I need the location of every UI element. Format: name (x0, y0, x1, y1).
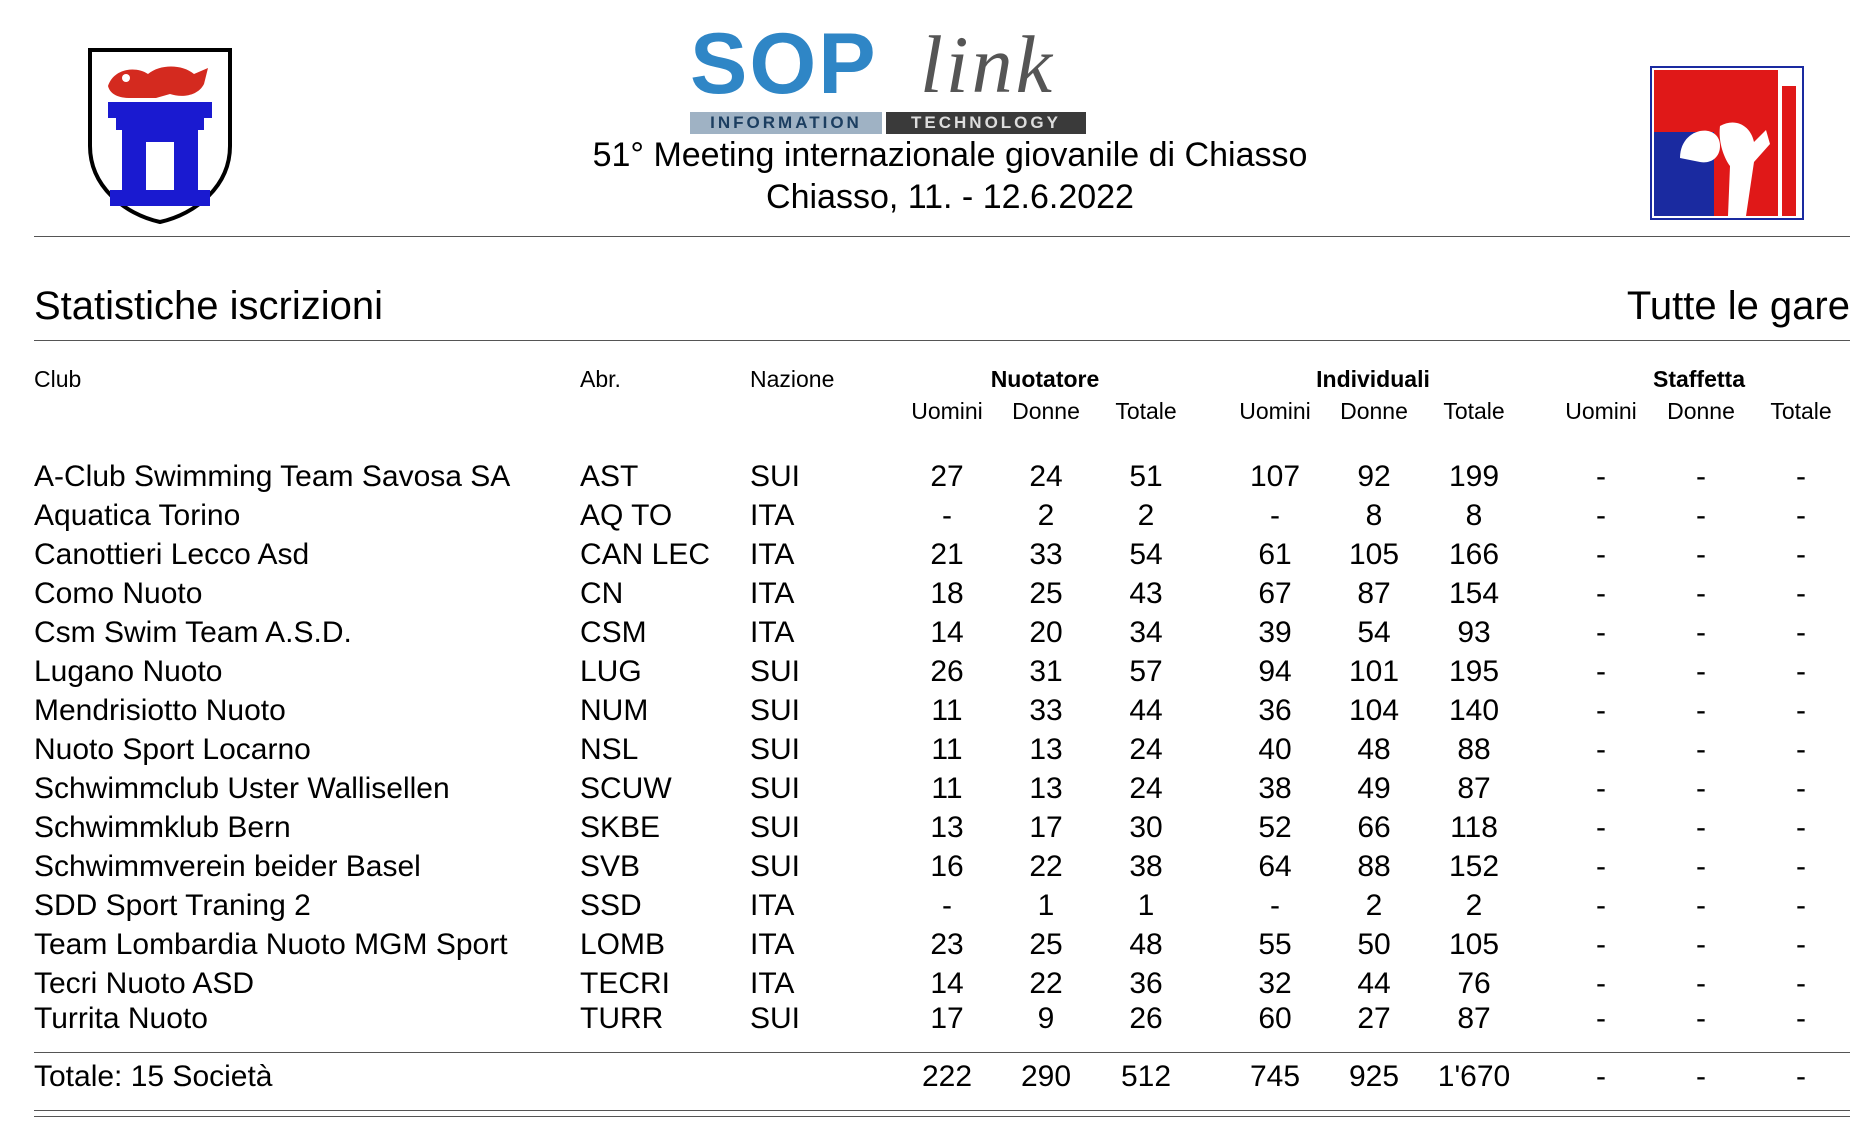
cell-swimmers-total: 51 (1129, 460, 1163, 493)
cell-relay-men: - (1596, 694, 1606, 727)
soplink-logo-band (690, 112, 1086, 134)
cell-individual-women: 105 (1348, 538, 1400, 571)
cell-relay-men: - (1596, 499, 1606, 532)
subheader-women: Donne (1012, 398, 1080, 424)
cell-swimmers-men: 11 (931, 772, 963, 805)
cell-relay-total: - (1796, 928, 1806, 961)
cell-swimmers-women: 13 (1029, 733, 1063, 766)
cell-club: A-Club Swimming Team Savosa SA (34, 460, 511, 493)
table-row (0, 967, 1868, 1007)
cell-individual-women: 44 (1357, 967, 1391, 1000)
cell-relay-women: - (1696, 889, 1706, 922)
cell-nation: SUI (750, 811, 801, 844)
cell-relay-women: - (1696, 577, 1706, 610)
cell-swimmers-men: 26 (930, 655, 964, 688)
cell-relay-men: - (1596, 850, 1606, 883)
cell-club: Schwimmclub Uster Wallisellen (34, 772, 450, 805)
cell-relay-total: - (1796, 655, 1806, 688)
cell-individual-total: 154 (1448, 577, 1500, 610)
cell-swimmers-total: 57 (1129, 655, 1163, 688)
cell-relay-women: - (1696, 694, 1706, 727)
subheader-total: Totale (1770, 398, 1832, 424)
cell-swimmers-men: 14 (930, 616, 964, 649)
cell-relay-total: - (1796, 811, 1806, 844)
cell-club: Canottieri Lecco Asd (34, 538, 310, 571)
section-title: Statistiche iscrizioni (34, 284, 384, 328)
cell-nation: SUI (750, 772, 801, 805)
cell-nation: ITA (750, 499, 795, 532)
cell-abbr: TURR (580, 1002, 664, 1035)
cell-individual-total: 152 (1448, 850, 1500, 883)
cell-relay-men: - (1596, 889, 1606, 922)
cell-swimmers-women: 17 (1029, 811, 1063, 844)
header-divider (34, 236, 1850, 237)
table-row (0, 577, 1868, 617)
table-row (0, 499, 1868, 539)
cell-swimmers-total: 38 (1129, 850, 1163, 883)
cell-abbr: LUG (580, 655, 642, 688)
cell-individual-total: 87 (1457, 1002, 1491, 1035)
cell-abbr: LOMB (580, 928, 666, 961)
cell-relay-total: - (1796, 850, 1806, 883)
total-label: Totale: 15 Società (34, 1060, 273, 1093)
table-row (0, 655, 1868, 695)
subheader-women: Donne (1667, 398, 1735, 424)
cell-relay-total: - (1796, 1002, 1806, 1035)
cell-relay-men: - (1596, 1002, 1606, 1035)
cell-individual-men: 67 (1258, 577, 1292, 610)
cell-individual-women: 66 (1357, 811, 1391, 844)
cell-swimmers-total: 24 (1129, 733, 1163, 766)
cell-relay-men: - (1596, 538, 1606, 571)
cell-individual-women: 2 (1365, 889, 1383, 922)
total-swimmers-total: 512 (1120, 1060, 1172, 1093)
table-row (0, 811, 1868, 851)
cell-swimmers-men: - (942, 889, 952, 922)
cell-swimmers-women: 22 (1029, 850, 1063, 883)
total-divider (34, 1052, 1850, 1053)
soplink-logo-word: SOP (690, 16, 878, 112)
cell-relay-women: - (1696, 499, 1706, 532)
soplink-logo-band-right: TECHNOLOGY (886, 112, 1086, 134)
cell-relay-total: - (1796, 967, 1806, 1000)
cell-individual-men: 61 (1258, 538, 1292, 571)
cell-swimmers-total: 34 (1129, 616, 1163, 649)
cell-swimmers-women: 22 (1029, 967, 1063, 1000)
cell-swimmers-women: 2 (1037, 499, 1055, 532)
cell-relay-total: - (1796, 460, 1806, 493)
cell-abbr: AQ TO (580, 499, 673, 532)
cell-individual-total: 87 (1457, 772, 1491, 805)
total-individual-total: 1'670 (1437, 1060, 1511, 1093)
table-row (0, 538, 1868, 578)
section-scope: Tutte le gare (1626, 284, 1850, 328)
cell-club: Tecri Nuoto ASD (34, 967, 255, 1000)
cell-swimmers-women: 1 (1037, 889, 1055, 922)
total-individual-men: 745 (1249, 1060, 1301, 1093)
cell-individual-women: 104 (1348, 694, 1400, 727)
cell-relay-total: - (1796, 889, 1806, 922)
cell-individual-women: 101 (1348, 655, 1400, 688)
cell-relay-women: - (1696, 967, 1706, 1000)
cell-individual-total: 2 (1465, 889, 1483, 922)
cell-individual-men: 36 (1258, 694, 1292, 727)
cell-abbr: NSL (580, 733, 639, 766)
cell-club: Aquatica Torino (34, 499, 241, 532)
cell-individual-total: 140 (1448, 694, 1500, 727)
cell-swimmers-total: 48 (1129, 928, 1163, 961)
meeting-title: 51° Meeting internazionale giovanile di Chiasso (592, 136, 1308, 174)
cell-relay-women: - (1696, 538, 1706, 571)
total-swimmers-men: 222 (921, 1060, 973, 1093)
table-row (0, 460, 1868, 500)
cell-nation: ITA (750, 577, 795, 610)
cell-swimmers-men: 11 (931, 733, 963, 766)
cell-swimmers-women: 24 (1029, 460, 1063, 493)
cell-individual-total: 118 (1450, 811, 1498, 844)
cell-relay-total: - (1796, 499, 1806, 532)
cell-relay-men: - (1596, 811, 1606, 844)
cell-individual-women: 27 (1357, 1002, 1391, 1035)
soplink-logo-band-left: INFORMATION (690, 112, 882, 134)
cell-individual-total: 93 (1457, 616, 1491, 649)
cell-individual-men: 39 (1258, 616, 1292, 649)
cell-individual-total: 76 (1457, 967, 1491, 1000)
table-row (0, 772, 1868, 812)
swim-club-logo (1650, 66, 1804, 220)
cell-individual-women: 54 (1357, 616, 1391, 649)
cell-nation: SUI (750, 733, 801, 766)
cell-individual-total: 195 (1448, 655, 1500, 688)
cell-relay-men: - (1596, 733, 1606, 766)
cell-abbr: SCUW (580, 772, 672, 805)
cell-individual-women: 49 (1357, 772, 1391, 805)
cell-abbr: CSM (580, 616, 647, 649)
cell-swimmers-men: 11 (931, 694, 963, 727)
cell-swimmers-men: 23 (930, 928, 964, 961)
cell-swimmers-women: 33 (1029, 694, 1063, 727)
total-relay-men: - (1596, 1060, 1606, 1093)
subheader-total: Totale (1443, 398, 1505, 424)
cell-abbr: SSD (580, 889, 642, 922)
cell-individual-women: 50 (1357, 928, 1391, 961)
total-relay-total: - (1796, 1060, 1806, 1093)
footer-divider (34, 1110, 1850, 1111)
table-row (0, 850, 1868, 890)
cell-swimmers-total: 43 (1129, 577, 1163, 610)
cell-abbr: CN (580, 577, 624, 610)
cell-individual-men: 60 (1258, 1002, 1292, 1035)
cell-individual-total: 166 (1448, 538, 1500, 571)
total-relay-women: - (1696, 1060, 1706, 1093)
cell-individual-men: 107 (1249, 460, 1301, 493)
cell-swimmers-men: 16 (930, 850, 964, 883)
cell-individual-total: 105 (1448, 928, 1500, 961)
cell-individual-men: 38 (1258, 772, 1292, 805)
cell-relay-total: - (1796, 772, 1806, 805)
subheader-total: Totale (1115, 398, 1177, 424)
cell-nation: SUI (750, 1002, 801, 1035)
cell-individual-women: 88 (1357, 850, 1391, 883)
cell-relay-men: - (1596, 616, 1606, 649)
cell-club: Schwimmverein beider Basel (34, 850, 421, 883)
cell-individual-total: 199 (1448, 460, 1500, 493)
cell-swimmers-total: 24 (1129, 772, 1163, 805)
cell-swimmers-men: 13 (930, 811, 964, 844)
cell-nation: ITA (750, 889, 795, 922)
chiasso-coat-of-arms (86, 46, 234, 226)
cell-swimmers-total: 2 (1137, 499, 1155, 532)
column-header-club: Club (34, 366, 82, 392)
cell-abbr: SVB (580, 850, 641, 883)
cell-relay-women: - (1696, 811, 1706, 844)
footer-divider (34, 1116, 1850, 1117)
cell-swimmers-total: 30 (1129, 811, 1163, 844)
cell-swimmers-men: 14 (930, 967, 964, 1000)
cell-relay-total: - (1796, 538, 1806, 571)
cell-relay-women: - (1696, 1002, 1706, 1035)
cell-club: Team Lombardia Nuoto MGM Sport (34, 928, 508, 961)
table-row (0, 733, 1868, 773)
cell-relay-men: - (1596, 928, 1606, 961)
cell-nation: SUI (750, 655, 801, 688)
cell-club: Turrita Nuoto (34, 1002, 208, 1035)
cell-club: Nuoto Sport Locarno (34, 733, 311, 766)
cell-swimmers-women: 13 (1029, 772, 1063, 805)
cell-relay-men: - (1596, 655, 1606, 688)
cell-relay-women: - (1696, 460, 1706, 493)
cell-individual-women: 48 (1357, 733, 1391, 766)
cell-individual-men: 55 (1258, 928, 1292, 961)
total-swimmers-women: 290 (1020, 1060, 1072, 1093)
cell-individual-men: 32 (1258, 967, 1292, 1000)
cell-swimmers-men: 27 (930, 460, 964, 493)
cell-relay-women: - (1696, 616, 1706, 649)
cell-swimmers-women: 20 (1029, 616, 1063, 649)
subheader-men: Uomini (1565, 398, 1637, 424)
cell-relay-total: - (1796, 733, 1806, 766)
cell-swimmers-men: 17 (930, 1002, 964, 1035)
cell-nation: SUI (750, 694, 801, 727)
table-row (0, 1002, 1868, 1042)
table-row (0, 889, 1868, 929)
cell-swimmers-total: 1 (1137, 889, 1155, 922)
column-header-abbr: Abr. (580, 366, 621, 392)
cell-individual-men: - (1270, 889, 1280, 922)
cell-individual-total: 8 (1465, 499, 1483, 532)
cell-individual-men: 94 (1258, 655, 1292, 688)
subheader-men: Uomini (911, 398, 983, 424)
cell-nation: ITA (750, 616, 795, 649)
cell-swimmers-total: 36 (1129, 967, 1163, 1000)
cell-swimmers-women: 9 (1037, 1002, 1055, 1035)
table-row (0, 616, 1868, 656)
cell-nation: ITA (750, 967, 795, 1000)
group-header-swimmers: Nuotatore (990, 366, 1100, 392)
cell-relay-men: - (1596, 577, 1606, 610)
soplink-logo-script: link (920, 19, 1055, 110)
cell-swimmers-women: 25 (1029, 577, 1063, 610)
cell-nation: SUI (750, 460, 801, 493)
cell-individual-women: 87 (1357, 577, 1391, 610)
cell-abbr: TECRI (580, 967, 670, 1000)
cell-relay-men: - (1596, 460, 1606, 493)
cell-club: SDD Sport Traning 2 (34, 889, 311, 922)
group-header-individual: Individuali (1316, 366, 1430, 392)
section-divider (34, 340, 1850, 341)
cell-relay-women: - (1696, 655, 1706, 688)
cell-individual-men: 52 (1258, 811, 1292, 844)
total-individual-women: 925 (1348, 1060, 1400, 1093)
cell-swimmers-women: 25 (1029, 928, 1063, 961)
cell-nation: SUI (750, 850, 801, 883)
cell-nation: ITA (750, 538, 795, 571)
column-header-nation: Nazione (750, 366, 835, 392)
cell-club: Lugano Nuoto (34, 655, 223, 688)
cell-club: Csm Swim Team A.S.D. (34, 616, 352, 649)
cell-individual-women: 92 (1357, 460, 1391, 493)
cell-relay-total: - (1796, 616, 1806, 649)
cell-swimmers-total: 54 (1129, 538, 1163, 571)
cell-abbr: AST (580, 460, 639, 493)
table-row (0, 694, 1868, 734)
table-row (0, 928, 1868, 968)
cell-relay-women: - (1696, 733, 1706, 766)
cell-club: Como Nuoto (34, 577, 203, 610)
cell-relay-women: - (1696, 928, 1706, 961)
cell-club: Mendrisiotto Nuoto (34, 694, 286, 727)
cell-swimmers-women: 33 (1029, 538, 1063, 571)
cell-swimmers-total: 44 (1129, 694, 1163, 727)
cell-individual-men: - (1270, 499, 1280, 532)
cell-relay-women: - (1696, 772, 1706, 805)
cell-individual-total: 88 (1457, 733, 1491, 766)
cell-nation: ITA (750, 928, 795, 961)
soplink-logo (690, 18, 1090, 136)
cell-swimmers-total: 26 (1129, 1002, 1163, 1035)
cell-club: Schwimmklub Bern (34, 811, 291, 844)
cell-swimmers-men: 21 (930, 538, 964, 571)
subheader-men: Uomini (1239, 398, 1311, 424)
cell-individual-men: 64 (1258, 850, 1292, 883)
cell-abbr: NUM (580, 694, 649, 727)
cell-individual-men: 40 (1258, 733, 1292, 766)
meeting-date: Chiasso, 11. - 12.6.2022 (766, 178, 1134, 216)
cell-relay-total: - (1796, 577, 1806, 610)
cell-swimmers-women: 31 (1029, 655, 1063, 688)
cell-relay-total: - (1796, 694, 1806, 727)
cell-swimmers-men: 18 (930, 577, 964, 610)
subheader-women: Donne (1340, 398, 1408, 424)
total-row (0, 1060, 1868, 1100)
cell-relay-women: - (1696, 850, 1706, 883)
cell-relay-men: - (1596, 772, 1606, 805)
cell-abbr: SKBE (580, 811, 661, 844)
cell-relay-men: - (1596, 967, 1606, 1000)
group-header-relay: Staffetta (1652, 366, 1745, 392)
cell-individual-women: 8 (1365, 499, 1383, 532)
cell-swimmers-men: - (942, 499, 952, 532)
cell-abbr: CAN LEC (580, 538, 711, 571)
